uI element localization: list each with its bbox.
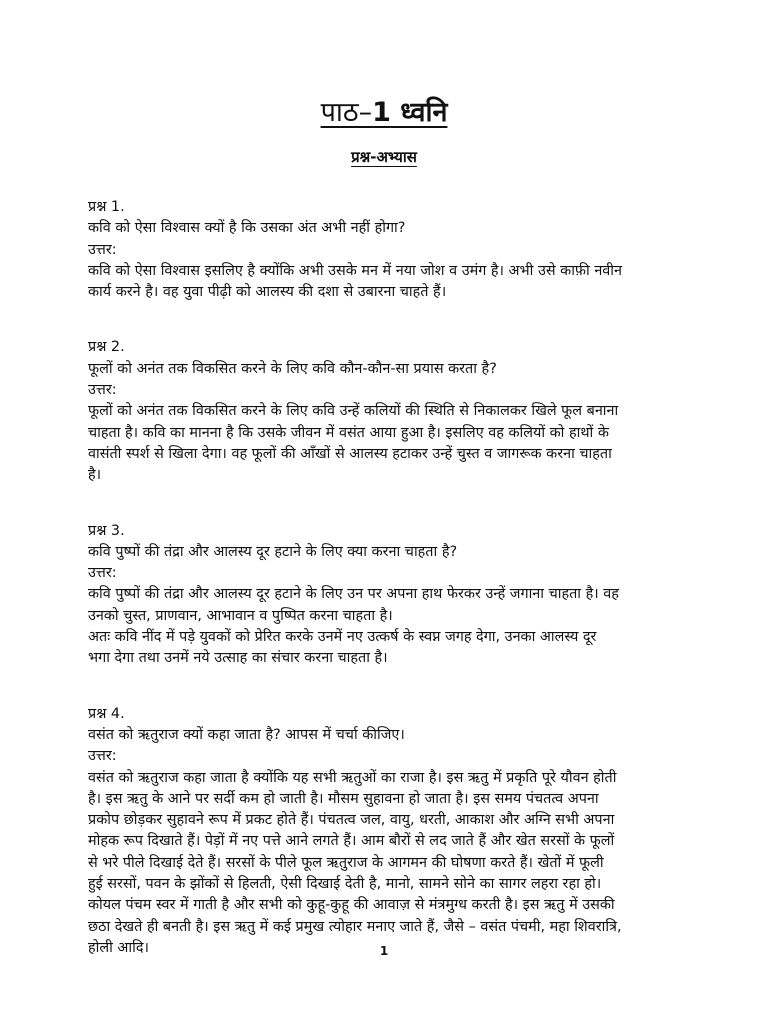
answer-line: भगा देगा तथा उनमें नये उत्साह का संचार करना चाहता है। (88, 650, 388, 667)
answer-line: फूलों को अनंत तक विकसित करने के लिए कवि उन्हें कलियों की स्थिति से निकालकर खिले फूल बनाना (88, 403, 619, 420)
qa-list (88, 197, 680, 959)
title-number: 1 (372, 97, 391, 128)
page-number: 1 (379, 944, 389, 958)
question-block (88, 337, 680, 486)
answer-line: वसंत को ऋतुराज कहा जाता है क्योंकि यह सभी ऋतुओं का राजा है। इस ऋतु में प्रकृति पूरे यौवन होती (88, 769, 617, 786)
answer-line: है। (88, 467, 102, 484)
question-block (88, 197, 680, 303)
answer-line: प्रकोप छोड़कर सुहावने रूप में प्रकट होते हैं। पंचतत्व जल, वायु, धरती, आकाश और अग्नि सभी अपना (88, 812, 615, 829)
answer-line: अतः कवि नींद में पड़े युवकों को प्रेरित करके उनमें नए उत्कर्ष के स्वप्न जगह देगा, उनका आलस्य दूर (88, 629, 597, 646)
question-block (88, 704, 680, 960)
question-text: कवि को ऐसा विश्वास क्यों है कि उसका अंत अभी नहीं होगा? (88, 220, 406, 237)
title-word: ध्वनि (390, 97, 448, 128)
question-number: प्रश्न 1. (88, 199, 125, 215)
answer-line: कोयल पंचम स्वर में गाती है और सभी को कुहू-कुहू की आवाज़ से मंत्रमुग्ध करती है। इस ऋतु में उसकी (88, 897, 615, 914)
question-text: कवि पुष्पों की तंद्रा और आलस्य दूर हटाने के लिए क्या करना चाहता है? (88, 543, 458, 560)
answer-line: उनको चुस्त, प्राणवान, आभावान व पुष्पित करना चाहता है। (88, 607, 393, 624)
answer-line: होली आदि। (88, 939, 149, 956)
answer-line: वासंती स्पर्श से खिला देगा। वह फूलों की आँखों से आलस्य हटाकर उन्हें चुस्त व जागरूक करना चाहता (88, 445, 612, 462)
answer-label: उत्तर: (88, 241, 117, 258)
answer-line: मोहक रूप दिखाते हैं। पेड़ों में नए पत्ते आने लगते हैं। आम बौरों से लद जाते हैं और खेत सरसों के फूलों (88, 833, 615, 850)
answer-line: हुई सरसों, पवन के झोंकों से हिलती, ऐसी दिखाई देती है, मानो, सामने सोने का सागर लहरा रहा हो। (88, 876, 602, 893)
question-block (88, 521, 680, 670)
question-number: प्रश्न 4. (88, 705, 125, 722)
answer-label: उत्तर: (88, 565, 117, 582)
answer-line: से भरे पीले दिखाई देते हैं। सरसों के पीले फूल ऋतुराज के आगमन की घोषणा करते हैं। खेतों में फूली (88, 854, 604, 871)
section-subtitle: प्रश्न-अभ्यास (351, 148, 417, 166)
question-text: फूलों को अनंत तक विकसित करने के लिए कवि कौन-कौन-सा प्रयास करता है? (88, 360, 497, 377)
answer-line: छठा देखते ही बनती है। इस ऋतु में कई प्रमुख त्योहार मनाए जाते हैं, जैसे – वसंत पंचमी, महा शिवरात्रि, (88, 918, 622, 935)
answer-line: चाहता है। कवि का मानना है कि उसके जीवन में वसंत आया हुआ है। इसलिए वह कलियों को हाथों के (88, 424, 609, 441)
question-number: प्रश्न 2. (88, 339, 125, 356)
answer-line: कार्य करने है। वह युवा पीढ़ी को आलस्य की दशा से उबारना चाहते हैं। (88, 284, 447, 301)
page-title (88, 92, 680, 129)
question-number: प्रश्न 3. (88, 522, 125, 539)
answer-label: उत्तर: (88, 382, 117, 399)
answer-line: कवि को ऐसा विश्वास इसलिए है क्योंकि अभी उसके मन में नया जोश व उमंग है। अभी उसे काफ़ी नवीन (88, 262, 623, 279)
answer-line: कवि पुष्पों की तंद्रा और आलस्य दूर हटाने के लिए उन पर अपना हाथ फेरकर उन्हें जगाना चाहता है। वह (88, 586, 619, 603)
question-text: वसंत को ऋतुराज क्यों कहा जाता है? आपस में चर्चा कीजिए। (88, 726, 405, 743)
answer-line: है। इस ऋतु के आने पर सर्दी कम हो जाती है। मौसम सुहावना हो जाता है। इस समय पंचतत्व अपना (88, 790, 599, 807)
answer-label: उत्तर: (88, 748, 117, 765)
title-prefix: पाठ– (320, 97, 373, 128)
